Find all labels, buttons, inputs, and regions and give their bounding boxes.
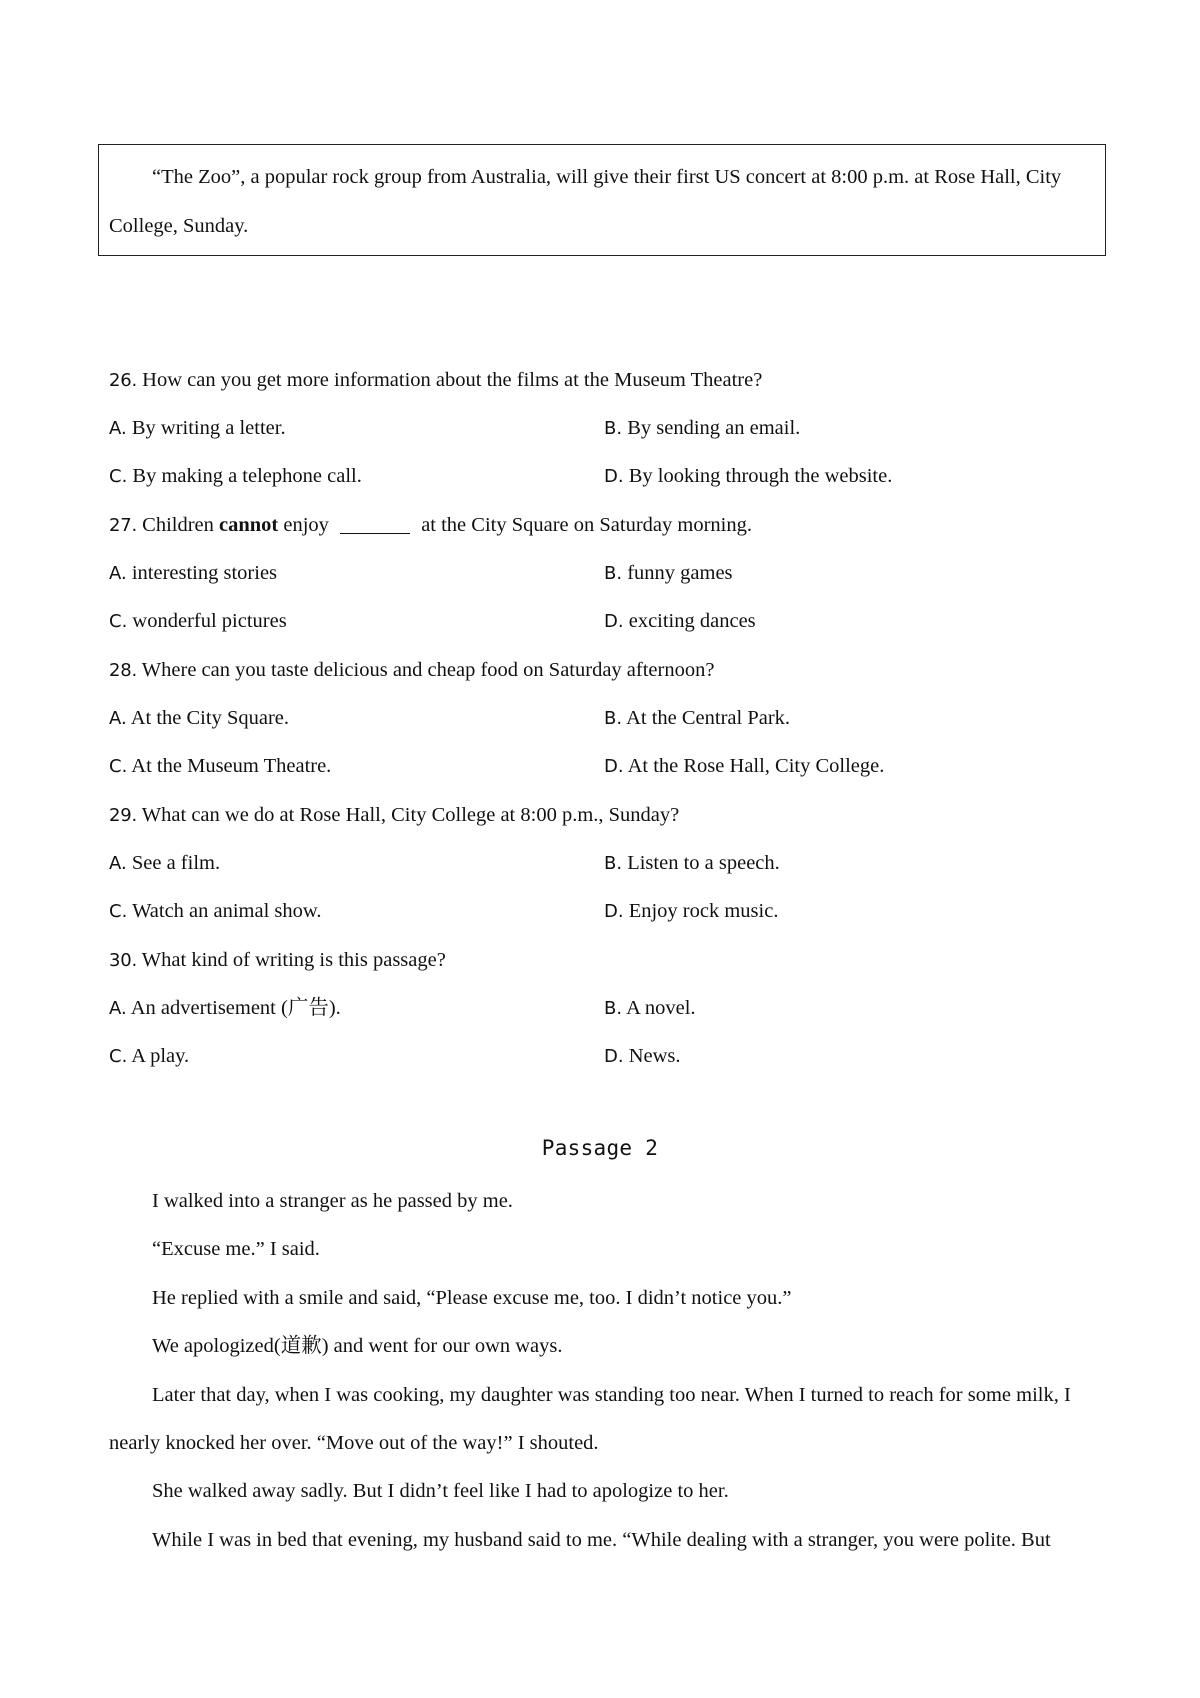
option-letter: B. xyxy=(604,998,623,1019)
option-letter: D. xyxy=(604,756,624,777)
option-letter: B. xyxy=(604,418,623,439)
q26-option-b xyxy=(604,418,800,439)
q29-option-b xyxy=(604,853,780,874)
paragraph-line: I walked into a stranger as he passed by me. xyxy=(152,1190,513,1212)
q26-option-d xyxy=(604,466,892,487)
q30-option-a xyxy=(109,998,341,1019)
option-letter: A. xyxy=(109,853,127,874)
option-letter: B. xyxy=(604,853,623,874)
question-text-start: Children xyxy=(142,514,214,536)
option-letter: A. xyxy=(109,998,127,1019)
option-letter: C. xyxy=(109,756,128,777)
paragraph-line: We apologized(道歉) and went for our own ways. xyxy=(152,1335,563,1357)
option-text: exciting dances xyxy=(628,610,756,632)
paragraph-line: She walked away sadly. But I didn’t feel like I had to apologize to her. xyxy=(152,1480,729,1502)
paragraph-line: Later that day, when I was cooking, my daughter was standing too near. When I turned to reach for some milk, I xyxy=(152,1384,1071,1406)
q28-option-a xyxy=(109,708,289,729)
option-text: At the Museum Theatre. xyxy=(131,755,332,777)
question-28 xyxy=(109,660,714,681)
question-text-end: at the City Square on Saturday morning. xyxy=(421,514,752,536)
option-text: News. xyxy=(628,1045,681,1067)
passage-title: Passage 2 xyxy=(541,1136,659,1160)
answer-blank xyxy=(340,532,410,534)
question-30 xyxy=(109,950,446,971)
q30-option-b xyxy=(604,998,696,1019)
option-text: wonderful pictures xyxy=(132,610,287,632)
option-letter: B. xyxy=(604,563,623,584)
question-emphasis: cannot xyxy=(219,514,279,536)
question-29 xyxy=(109,805,679,826)
question-text: What kind of writing is this passage? xyxy=(141,949,446,971)
question-number: 26. xyxy=(109,370,138,391)
paragraph-line: nearly knocked her over. “Move out of the way!” I shouted. xyxy=(109,1432,599,1454)
option-letter: D. xyxy=(604,901,624,922)
question-number: 27. xyxy=(109,515,138,536)
option-text: Enjoy rock music. xyxy=(628,900,779,922)
question-number: 30. xyxy=(109,950,138,971)
option-letter: A. xyxy=(109,563,127,584)
option-text: Watch an animal show. xyxy=(132,900,322,922)
notice-box xyxy=(98,144,1106,256)
question-number: 28. xyxy=(109,660,138,681)
q28-option-b xyxy=(604,708,790,729)
question-text-mid: enjoy xyxy=(283,514,329,536)
option-text: funny games xyxy=(627,562,733,584)
q30-option-d xyxy=(604,1046,681,1067)
option-text: At the City Square. xyxy=(130,707,290,729)
option-text: An advertisement (广告). xyxy=(130,997,341,1019)
option-text: At the Rose Hall, City College. xyxy=(627,755,885,777)
option-letter: C. xyxy=(109,1046,128,1067)
question-number: 29. xyxy=(109,805,138,826)
paragraph-line: He replied with a smile and said, “Please excuse me, too. I didn’t notice you.” xyxy=(152,1287,792,1309)
option-text: By making a telephone call. xyxy=(132,465,362,487)
option-text: At the Central Park. xyxy=(626,707,791,729)
notice-line-1: “The Zoo”, a popular rock group from Australia, will give their first US concert at 8:00 p.m. at Rose Hall, City xyxy=(152,166,1062,188)
paragraph-line: “Excuse me.” I said. xyxy=(152,1238,320,1260)
question-text: What can we do at Rose Hall, City College at 8:00 p.m., Sunday? xyxy=(141,804,680,826)
option-letter: C. xyxy=(109,901,128,922)
q29-option-d xyxy=(604,901,778,922)
q30-option-c xyxy=(109,1046,189,1067)
q27-option-a xyxy=(109,563,277,584)
q27-option-c xyxy=(109,611,287,632)
q28-option-c xyxy=(109,756,331,777)
q27-option-b xyxy=(604,563,733,584)
question-27 xyxy=(109,515,752,536)
question-text: Where can you taste delicious and cheap food on Saturday afternoon? xyxy=(141,659,715,681)
option-text: By sending an email. xyxy=(627,417,801,439)
option-text: A novel. xyxy=(626,997,696,1019)
option-text: By looking through the website. xyxy=(628,465,893,487)
option-letter: D. xyxy=(604,1046,624,1067)
paragraph-line: While I was in bed that evening, my husband said to me. “While dealing with a stranger, you were polite. But xyxy=(152,1529,1051,1551)
q26-option-c xyxy=(109,466,362,487)
option-text: By writing a letter. xyxy=(131,417,286,439)
q29-option-a xyxy=(109,853,220,874)
option-text: See a film. xyxy=(131,852,221,874)
option-letter: A. xyxy=(109,418,127,439)
question-text: How can you get more information about the films at the Museum Theatre? xyxy=(142,369,763,391)
option-letter: D. xyxy=(604,611,624,632)
notice-line-2: College, Sunday. xyxy=(109,215,249,237)
option-letter: A. xyxy=(109,708,127,729)
q27-option-d xyxy=(604,611,756,632)
q26-option-a xyxy=(109,418,286,439)
option-text: interesting stories xyxy=(131,562,278,584)
q29-option-c xyxy=(109,901,322,922)
option-letter: D. xyxy=(604,466,624,487)
q28-option-d xyxy=(604,756,884,777)
option-letter: B. xyxy=(604,708,623,729)
option-text: A play. xyxy=(131,1045,190,1067)
question-26 xyxy=(109,370,762,391)
option-text: Listen to a speech. xyxy=(627,852,780,874)
option-letter: C. xyxy=(109,611,128,632)
option-letter: C. xyxy=(109,466,128,487)
